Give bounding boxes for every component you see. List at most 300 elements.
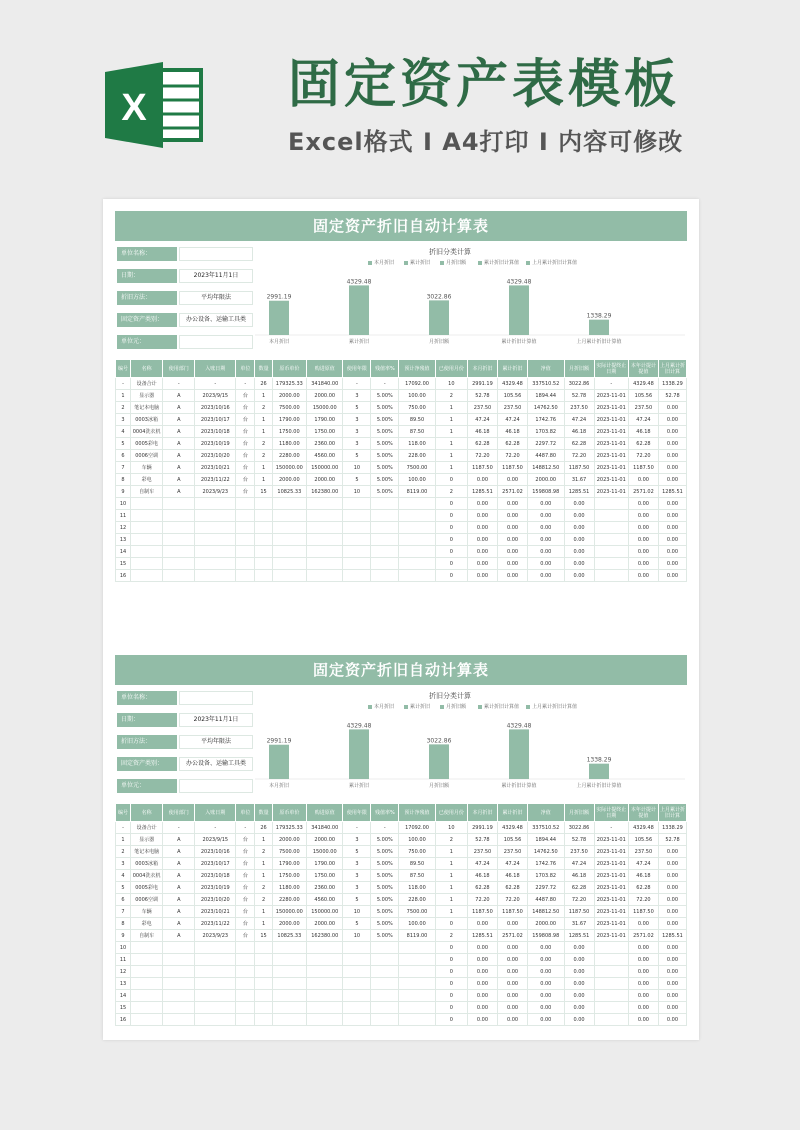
table-cell[interactable] (272, 534, 306, 546)
table-cell[interactable]: 4487.80 (528, 894, 564, 906)
table-cell[interactable]: 车辆 (131, 462, 163, 474)
table-cell[interactable]: 1 (435, 906, 467, 918)
info-value[interactable]: 2023年11月1日 (179, 713, 253, 727)
table-cell[interactable] (131, 954, 163, 966)
table-cell[interactable]: 0005彩电 (131, 882, 163, 894)
table-cell[interactable]: 46.18 (628, 426, 658, 438)
table-cell[interactable] (163, 966, 195, 978)
table-cell[interactable] (307, 546, 343, 558)
table-cell[interactable]: 0.00 (528, 510, 564, 522)
table-cell[interactable]: 1187.50 (497, 462, 527, 474)
table-cell[interactable]: 0.00 (564, 498, 594, 510)
table-cell[interactable]: 2023-11-01 (594, 882, 628, 894)
table-cell[interactable]: 0.00 (628, 1014, 658, 1026)
table-cell[interactable]: 台 (236, 846, 255, 858)
table-cell[interactable]: 228.00 (399, 894, 435, 906)
table-cell[interactable] (131, 510, 163, 522)
table-cell[interactable]: 1894.44 (528, 390, 564, 402)
table-cell[interactable] (163, 954, 195, 966)
table-cell[interactable]: 台 (236, 426, 255, 438)
table-cell[interactable] (272, 570, 306, 582)
table-cell[interactable] (371, 978, 399, 990)
table-cell[interactable]: 2000.00 (272, 474, 306, 486)
table-cell[interactable]: A (163, 882, 195, 894)
table-cell[interactable] (371, 570, 399, 582)
table-cell[interactable]: 台 (236, 858, 255, 870)
table-cell[interactable]: 15000.00 (307, 846, 343, 858)
table-cell[interactable] (131, 942, 163, 954)
table-cell[interactable]: 台 (236, 414, 255, 426)
table-cell[interactable]: 62.28 (628, 882, 658, 894)
info-value[interactable]: 2023年11月1日 (179, 269, 253, 283)
table-cell[interactable]: 52.78 (564, 834, 594, 846)
table-cell[interactable]: 1894.44 (528, 834, 564, 846)
table-cell[interactable]: A (163, 390, 195, 402)
table-cell[interactable] (399, 498, 435, 510)
table-cell[interactable] (272, 510, 306, 522)
table-cell[interactable]: 1 (435, 426, 467, 438)
table-cell[interactable] (255, 534, 272, 546)
table-cell[interactable]: 0.00 (564, 534, 594, 546)
table-cell[interactable]: 100.00 (399, 918, 435, 930)
table-cell[interactable]: 5.00% (371, 930, 399, 942)
table-cell[interactable]: 5.00% (371, 918, 399, 930)
table-cell[interactable]: 0.00 (564, 990, 594, 1002)
table-cell[interactable]: 2023-11-01 (594, 486, 628, 498)
table-cell[interactable]: 0.00 (658, 570, 686, 582)
table-cell[interactable]: 46.18 (564, 870, 594, 882)
table-cell[interactable]: 5.00% (371, 846, 399, 858)
table-cell[interactable]: 笔记本电脑 (131, 846, 163, 858)
info-value[interactable] (179, 247, 253, 261)
table-cell[interactable]: 2000.00 (307, 474, 343, 486)
table-cell[interactable]: - (594, 378, 628, 390)
table-cell[interactable]: 105.56 (497, 834, 527, 846)
table-cell[interactable]: 0.00 (528, 954, 564, 966)
table-cell[interactable]: 1 (435, 858, 467, 870)
table-cell[interactable]: 0 (435, 498, 467, 510)
table-cell[interactable]: 车辆 (131, 906, 163, 918)
table-cell[interactable]: 2023/10/19 (195, 882, 236, 894)
table-cell[interactable] (255, 522, 272, 534)
table-cell[interactable]: 1 (255, 834, 272, 846)
table-cell[interactable]: 52.78 (658, 390, 686, 402)
table-cell[interactable] (195, 558, 236, 570)
table-cell[interactable]: 1 (255, 918, 272, 930)
table-cell[interactable]: 100.00 (399, 390, 435, 402)
table-cell[interactable]: 0.00 (528, 522, 564, 534)
table-cell[interactable]: 15 (255, 930, 272, 942)
table-cell[interactable] (307, 978, 343, 990)
table-cell[interactable]: 237.50 (628, 846, 658, 858)
table-cell[interactable]: 4329.48 (497, 378, 527, 390)
table-cell[interactable]: 2 (435, 834, 467, 846)
table-cell[interactable]: 1187.50 (628, 906, 658, 918)
table-cell[interactable]: 2000.00 (528, 918, 564, 930)
table-cell[interactable]: A (163, 438, 195, 450)
table-cell[interactable]: 0.00 (658, 1014, 686, 1026)
table-cell[interactable] (255, 570, 272, 582)
table-cell[interactable] (307, 570, 343, 582)
table-cell[interactable]: 4560.00 (307, 450, 343, 462)
table-cell[interactable]: 0 (435, 942, 467, 954)
table-cell[interactable] (131, 546, 163, 558)
table-cell[interactable]: 1 (435, 450, 467, 462)
table-cell[interactable]: 105.56 (628, 834, 658, 846)
table-cell[interactable]: A (163, 930, 195, 942)
table-cell[interactable] (236, 534, 255, 546)
table-cell[interactable]: A (163, 906, 195, 918)
table-cell[interactable]: 4 (116, 426, 131, 438)
table-cell[interactable]: 0 (435, 534, 467, 546)
table-cell[interactable]: 5.00% (371, 834, 399, 846)
table-cell[interactable]: 彩电 (131, 918, 163, 930)
table-cell[interactable]: 5.00% (371, 882, 399, 894)
table-cell[interactable]: 31.67 (564, 474, 594, 486)
table-cell[interactable]: 2297.72 (528, 882, 564, 894)
table-cell[interactable] (131, 990, 163, 1002)
table-cell[interactable]: 1790.00 (307, 858, 343, 870)
table-cell[interactable]: 10 (343, 906, 371, 918)
table-cell[interactable]: 0.00 (564, 558, 594, 570)
table-cell[interactable] (236, 954, 255, 966)
table-cell[interactable]: A (163, 474, 195, 486)
table-cell[interactable]: 1 (435, 894, 467, 906)
table-cell[interactable] (236, 522, 255, 534)
table-cell[interactable] (272, 522, 306, 534)
table-cell[interactable]: - (594, 822, 628, 834)
table-cell[interactable]: 2 (116, 846, 131, 858)
table-cell[interactable]: 0 (435, 918, 467, 930)
table-cell[interactable] (307, 1014, 343, 1026)
table-cell[interactable] (255, 954, 272, 966)
table-cell[interactable] (236, 942, 255, 954)
table-cell[interactable] (399, 546, 435, 558)
table-cell[interactable]: 2 (255, 438, 272, 450)
table-cell[interactable]: 750.00 (399, 402, 435, 414)
table-cell[interactable] (255, 978, 272, 990)
table-cell[interactable]: 0 (435, 990, 467, 1002)
table-cell[interactable]: 17092.00 (399, 822, 435, 834)
table-cell[interactable]: 1 (255, 906, 272, 918)
table-cell[interactable]: 0.00 (467, 510, 497, 522)
table-cell[interactable]: 2000.00 (272, 918, 306, 930)
table-cell[interactable]: 2023/10/20 (195, 450, 236, 462)
table-cell[interactable]: 8119.00 (399, 486, 435, 498)
table-cell[interactable]: 62.28 (564, 882, 594, 894)
table-cell[interactable]: 12 (116, 966, 131, 978)
table-cell[interactable]: 5 (343, 918, 371, 930)
table-cell[interactable]: 2 (255, 450, 272, 462)
table-cell[interactable]: 52.78 (564, 390, 594, 402)
table-cell[interactable]: 2000.00 (307, 390, 343, 402)
table-cell[interactable]: 5 (116, 438, 131, 450)
table-cell[interactable]: 2023/10/19 (195, 438, 236, 450)
table-cell[interactable]: 118.00 (399, 882, 435, 894)
table-cell[interactable]: 8119.00 (399, 930, 435, 942)
table-cell[interactable]: 台 (236, 870, 255, 882)
table-cell[interactable] (343, 558, 371, 570)
table-cell[interactable]: A (163, 918, 195, 930)
table-cell[interactable]: 0.00 (564, 942, 594, 954)
table-cell[interactable] (343, 570, 371, 582)
table-cell[interactable]: 2023/10/16 (195, 846, 236, 858)
table-cell[interactable]: 1 (435, 462, 467, 474)
table-cell[interactable] (236, 978, 255, 990)
table-cell[interactable] (399, 978, 435, 990)
table-cell[interactable]: 0.00 (628, 978, 658, 990)
table-cell[interactable]: 0.00 (658, 894, 686, 906)
table-cell[interactable] (163, 510, 195, 522)
table-cell[interactable]: 7500.00 (272, 846, 306, 858)
table-cell[interactable]: 台 (236, 918, 255, 930)
table-cell[interactable]: 2023/9/23 (195, 486, 236, 498)
table-cell[interactable] (255, 546, 272, 558)
table-cell[interactable]: 5.00% (371, 390, 399, 402)
table-cell[interactable]: 2 (255, 894, 272, 906)
table-cell[interactable] (195, 978, 236, 990)
table-cell[interactable]: 2023-11-01 (594, 930, 628, 942)
table-cell[interactable]: 2 (255, 846, 272, 858)
table-cell[interactable]: 4 (116, 870, 131, 882)
table-cell[interactable]: 1338.29 (658, 822, 686, 834)
table-cell[interactable] (236, 1002, 255, 1014)
table-cell[interactable]: 0.00 (564, 522, 594, 534)
table-cell[interactable]: 47.24 (628, 858, 658, 870)
table-cell[interactable]: 10 (343, 462, 371, 474)
table-cell[interactable] (195, 534, 236, 546)
table-cell[interactable]: 2023/10/17 (195, 414, 236, 426)
table-cell[interactable]: 87.50 (399, 426, 435, 438)
table-cell[interactable]: 0.00 (628, 474, 658, 486)
table-cell[interactable]: 2360.00 (307, 438, 343, 450)
table-cell[interactable]: 0.00 (467, 546, 497, 558)
table-cell[interactable]: 0.00 (628, 558, 658, 570)
table-cell[interactable]: 47.24 (628, 414, 658, 426)
table-cell[interactable] (307, 942, 343, 954)
table-cell[interactable]: 4329.48 (497, 822, 527, 834)
table-cell[interactable] (307, 510, 343, 522)
table-cell[interactable]: 2023-11-01 (594, 918, 628, 930)
table-cell[interactable]: 0.00 (658, 402, 686, 414)
table-cell[interactable]: 337510.52 (528, 822, 564, 834)
table-cell[interactable]: 0.00 (628, 534, 658, 546)
table-cell[interactable]: 179325.33 (272, 378, 306, 390)
table-cell[interactable]: 1790.00 (307, 414, 343, 426)
table-cell[interactable]: 46.18 (467, 870, 497, 882)
table-cell[interactable]: 0.00 (497, 570, 527, 582)
table-cell[interactable]: 1285.51 (467, 486, 497, 498)
table-cell[interactable]: 0.00 (467, 978, 497, 990)
table-cell[interactable]: 9 (116, 930, 131, 942)
table-cell[interactable] (163, 534, 195, 546)
table-cell[interactable]: 2023-11-01 (594, 906, 628, 918)
table-cell[interactable]: 1 (435, 870, 467, 882)
table-cell[interactable] (195, 570, 236, 582)
table-cell[interactable]: 237.50 (564, 846, 594, 858)
table-cell[interactable]: 62.28 (628, 438, 658, 450)
table-cell[interactable] (195, 966, 236, 978)
table-cell[interactable]: 3 (116, 858, 131, 870)
table-cell[interactable]: 2023/10/21 (195, 906, 236, 918)
info-value[interactable] (179, 691, 253, 705)
table-cell[interactable]: 5.00% (371, 462, 399, 474)
table-cell[interactable] (255, 990, 272, 1002)
table-cell[interactable]: 118.00 (399, 438, 435, 450)
table-cell[interactable]: 0.00 (564, 954, 594, 966)
table-cell[interactable]: 237.50 (497, 402, 527, 414)
table-cell[interactable]: 47.24 (564, 858, 594, 870)
table-cell[interactable]: 0.00 (564, 978, 594, 990)
table-cell[interactable]: 1750.00 (307, 426, 343, 438)
table-cell[interactable]: 2023-11-01 (594, 894, 628, 906)
table-cell[interactable]: 0.00 (467, 966, 497, 978)
table-cell[interactable]: 2023/11/22 (195, 474, 236, 486)
table-cell[interactable]: 台 (236, 390, 255, 402)
table-cell[interactable]: 0.00 (467, 558, 497, 570)
table-cell[interactable] (343, 978, 371, 990)
table-cell[interactable]: 14 (116, 546, 131, 558)
table-cell[interactable]: 2991.19 (467, 822, 497, 834)
table-cell[interactable]: 1750.00 (272, 870, 306, 882)
table-cell[interactable]: 0.00 (497, 534, 527, 546)
table-cell[interactable]: 台 (236, 402, 255, 414)
table-cell[interactable]: 0.00 (628, 966, 658, 978)
table-cell[interactable] (195, 954, 236, 966)
table-cell[interactable]: 显示器 (131, 390, 163, 402)
table-cell[interactable] (195, 1014, 236, 1026)
table-cell[interactable]: 0.00 (658, 966, 686, 978)
table-cell[interactable]: 62.28 (497, 438, 527, 450)
table-cell[interactable]: 0.00 (628, 510, 658, 522)
table-cell[interactable]: 1 (435, 438, 467, 450)
table-cell[interactable]: 2280.00 (272, 450, 306, 462)
table-cell[interactable]: 341840.00 (307, 822, 343, 834)
table-cell[interactable]: 笔记本电脑 (131, 402, 163, 414)
table-cell[interactable]: 0.00 (658, 906, 686, 918)
table-cell[interactable]: 2571.02 (497, 930, 527, 942)
table-cell[interactable]: 2000.00 (272, 390, 306, 402)
table-cell[interactable] (371, 558, 399, 570)
table-cell[interactable]: 台 (236, 906, 255, 918)
table-cell[interactable]: 105.56 (628, 390, 658, 402)
table-cell[interactable]: 2 (435, 930, 467, 942)
table-cell[interactable]: 4329.48 (628, 822, 658, 834)
table-cell[interactable]: 0.00 (658, 534, 686, 546)
table-cell[interactable]: 47.24 (497, 858, 527, 870)
table-cell[interactable]: 46.18 (467, 426, 497, 438)
table-cell[interactable] (163, 942, 195, 954)
table-cell[interactable]: 2000.00 (528, 474, 564, 486)
table-cell[interactable]: 7 (116, 462, 131, 474)
table-cell[interactable] (163, 978, 195, 990)
table-cell[interactable]: 台 (236, 450, 255, 462)
table-cell[interactable]: - (195, 822, 236, 834)
table-cell[interactable]: 0004洗衣机 (131, 426, 163, 438)
table-cell[interactable]: - (236, 378, 255, 390)
info-value[interactable]: 办公设备、运输工具类 (179, 313, 253, 327)
table-cell[interactable]: 0.00 (564, 1002, 594, 1014)
table-cell[interactable]: 3 (343, 426, 371, 438)
table-cell[interactable] (399, 966, 435, 978)
table-cell[interactable]: 0.00 (467, 474, 497, 486)
table-cell[interactable]: 46.18 (628, 870, 658, 882)
table-cell[interactable]: 3 (343, 834, 371, 846)
table-cell[interactable] (307, 534, 343, 546)
table-cell[interactable]: 0.00 (628, 546, 658, 558)
table-cell[interactable]: 0.00 (628, 570, 658, 582)
table-cell[interactable]: 0.00 (528, 558, 564, 570)
table-cell[interactable]: 0.00 (658, 510, 686, 522)
table-cell[interactable] (255, 966, 272, 978)
table-cell[interactable] (343, 954, 371, 966)
table-cell[interactable]: 52.78 (467, 834, 497, 846)
table-cell[interactable] (343, 534, 371, 546)
table-cell[interactable]: 2023-11-01 (594, 414, 628, 426)
table-cell[interactable] (307, 990, 343, 1002)
table-cell[interactable]: 6 (116, 450, 131, 462)
table-cell[interactable] (371, 954, 399, 966)
table-cell[interactable]: 72.20 (564, 894, 594, 906)
table-cell[interactable]: 2023/10/16 (195, 402, 236, 414)
table-cell[interactable]: 0.00 (497, 966, 527, 978)
table-cell[interactable]: 2023/9/15 (195, 834, 236, 846)
table-cell[interactable] (594, 954, 628, 966)
table-cell[interactable]: 1180.00 (272, 438, 306, 450)
table-cell[interactable]: 0 (435, 1002, 467, 1014)
table-cell[interactable]: 150000.00 (307, 462, 343, 474)
table-cell[interactable]: 7500.00 (272, 402, 306, 414)
table-cell[interactable]: 1285.51 (467, 930, 497, 942)
table-cell[interactable]: 47.24 (467, 414, 497, 426)
table-cell[interactable]: 1 (255, 858, 272, 870)
table-cell[interactable]: 0 (435, 954, 467, 966)
table-cell[interactable]: A (163, 414, 195, 426)
table-cell[interactable]: 0.00 (528, 990, 564, 1002)
table-cell[interactable]: 2023/10/17 (195, 858, 236, 870)
table-cell[interactable]: 0.00 (658, 918, 686, 930)
table-cell[interactable] (163, 498, 195, 510)
table-cell[interactable] (371, 942, 399, 954)
table-cell[interactable]: 11 (116, 954, 131, 966)
table-cell[interactable]: - (195, 378, 236, 390)
table-cell[interactable]: 自制车 (131, 930, 163, 942)
table-cell[interactable] (272, 1002, 306, 1014)
table-cell[interactable]: 0.00 (658, 474, 686, 486)
table-cell[interactable]: - (236, 822, 255, 834)
table-cell[interactable]: 0.00 (497, 498, 527, 510)
table-cell[interactable]: 0.00 (564, 1014, 594, 1026)
table-cell[interactable] (163, 522, 195, 534)
table-cell[interactable]: 3 (343, 438, 371, 450)
table-cell[interactable]: 72.20 (564, 450, 594, 462)
table-cell[interactable]: 0.00 (658, 426, 686, 438)
table-cell[interactable]: 0.00 (628, 522, 658, 534)
table-cell[interactable]: 0.00 (658, 870, 686, 882)
table-cell[interactable]: 0004洗衣机 (131, 870, 163, 882)
table-cell[interactable]: - (116, 822, 131, 834)
table-cell[interactable]: 设备合计 (131, 378, 163, 390)
table-cell[interactable]: 72.20 (467, 894, 497, 906)
table-cell[interactable]: 5 (343, 450, 371, 462)
table-cell[interactable] (594, 546, 628, 558)
table-cell[interactable] (255, 510, 272, 522)
table-cell[interactable] (131, 966, 163, 978)
table-cell[interactable]: 87.50 (399, 870, 435, 882)
table-cell[interactable] (131, 498, 163, 510)
table-cell[interactable]: 0 (435, 978, 467, 990)
table-cell[interactable]: 0.00 (658, 978, 686, 990)
